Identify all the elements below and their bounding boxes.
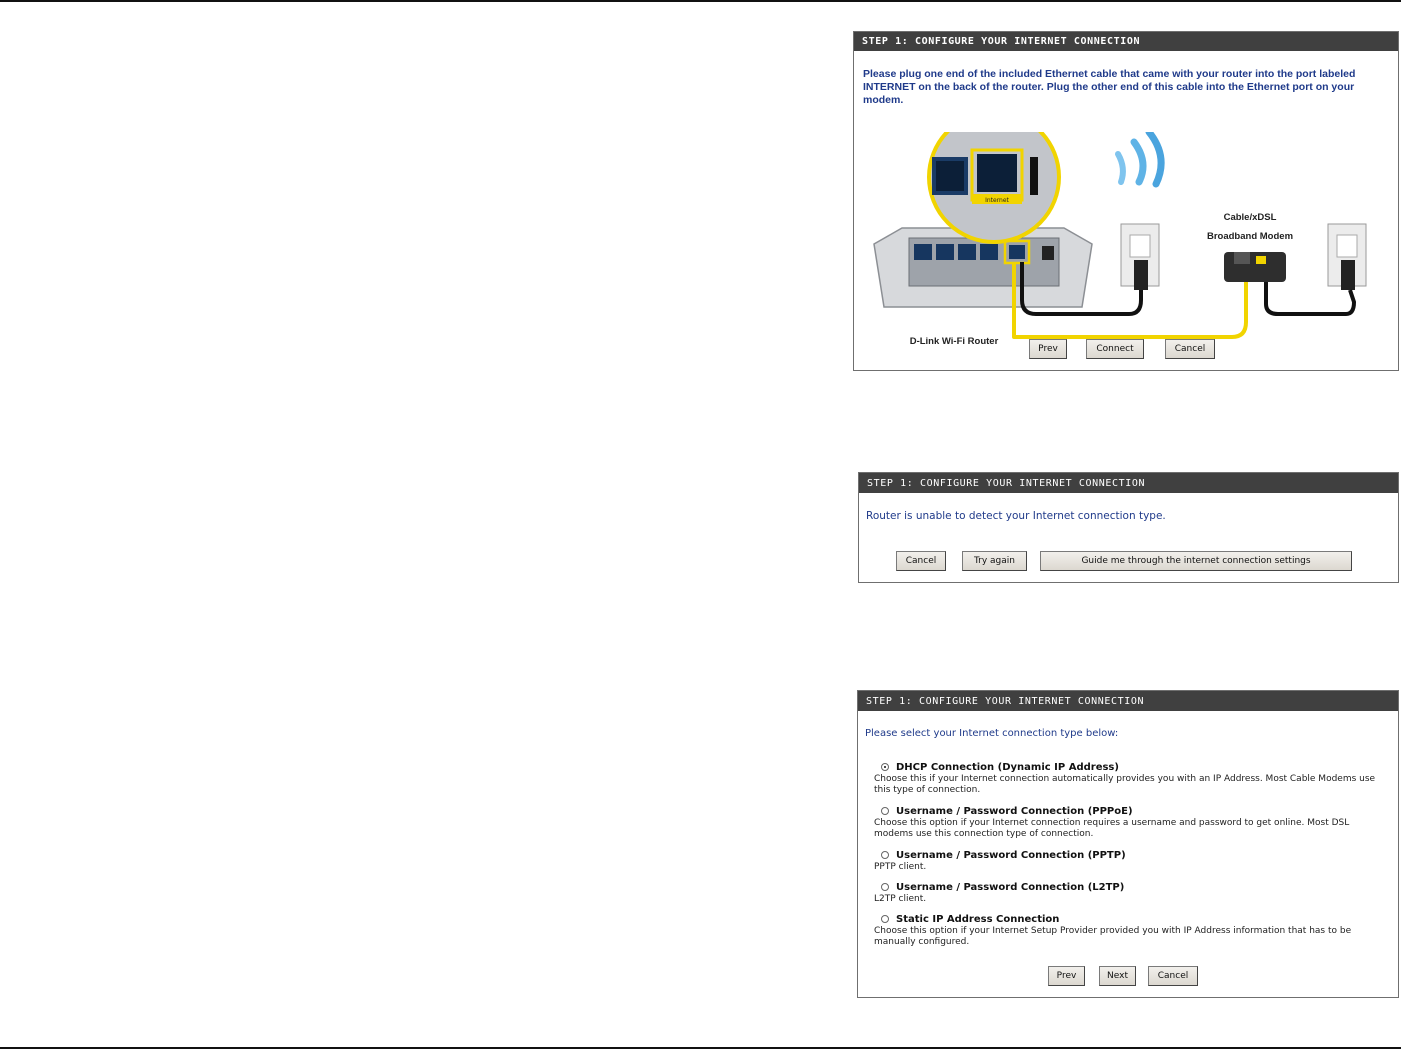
option-title: Username / Password Connection (PPTP) <box>896 849 1126 861</box>
modem-label-line2: Broadband Modem <box>1206 231 1294 242</box>
port-label: Internet <box>985 197 1009 204</box>
option-description: L2TP client. <box>874 894 927 904</box>
connect-cable-panel <box>853 31 1399 371</box>
option-dhcp <box>874 761 1389 796</box>
power-outlet-icon <box>1328 224 1366 290</box>
option-title: DHCP Connection (Dynamic IP Address) <box>896 761 1119 773</box>
modem-icon <box>1224 252 1286 282</box>
connect-button[interactable]: Connect <box>1086 339 1144 359</box>
option-title: Static IP Address Connection <box>896 913 1060 925</box>
cancel-button[interactable]: Cancel <box>896 551 946 571</box>
router-modem-diagram <box>864 132 1390 347</box>
option-l2tp <box>874 881 1389 905</box>
pppoe-radio[interactable] <box>881 807 889 815</box>
option-pptp <box>874 849 1389 873</box>
panel-header: STEP 1: CONFIGURE YOUR INTERNET CONNECTION <box>858 691 1398 711</box>
connection-type-panel <box>857 690 1399 998</box>
top-rule <box>0 0 1401 2</box>
next-button[interactable]: Next <box>1099 966 1136 986</box>
bottom-rule <box>0 1047 1401 1049</box>
detect-failed-panel <box>858 472 1399 583</box>
detect-message: Router is unable to detect your Internet connection type. <box>866 510 1166 522</box>
power-outlet-icon <box>1121 224 1159 290</box>
try-again-button[interactable]: Try again <box>962 551 1027 571</box>
prev-button[interactable]: Prev <box>1048 966 1085 986</box>
dhcp-radio[interactable] <box>881 763 889 771</box>
cancel-button[interactable]: Cancel <box>1148 966 1198 986</box>
pptp-radio[interactable] <box>881 851 889 859</box>
prev-button[interactable]: Prev <box>1029 339 1067 359</box>
modem-label-line1: Cable/xDSL <box>1223 212 1277 223</box>
l2tp-radio[interactable] <box>881 883 889 891</box>
instructions-text: Please plug one end of the included Ethernet cable that came with your router into the port labeled INTERNET on the back of the router. Plug the other end of this cable into the Ethernet port on your modem. <box>863 68 1356 106</box>
option-description: Choose this option if your Internet Setup Provider provided you with IP Address information that has to be manually configured. <box>874 926 1352 947</box>
option-description: Choose this if your Internet connection automatically provides you with an IP Address. Most Cable Modems use this type of connection. <box>874 774 1376 795</box>
guide-me-button[interactable]: Guide me through the internet connection settings <box>1040 551 1352 571</box>
static-radio[interactable] <box>881 915 889 923</box>
cancel-button[interactable]: Cancel <box>1165 339 1215 359</box>
option-title: Username / Password Connection (L2TP) <box>896 881 1125 893</box>
option-description: PPTP client. <box>874 862 927 872</box>
wifi-signal-icon <box>1118 132 1161 184</box>
router-label: D-Link Wi-Fi Router <box>909 336 999 347</box>
select-prompt: Please select your Internet connection type below: <box>865 728 1119 739</box>
panel-header: STEP 1: CONFIGURE YOUR INTERNET CONNECTION <box>859 473 1398 493</box>
internet-port-zoom <box>929 132 1059 242</box>
option-description: Choose this option if your Internet connection requires a username and password to get online. Most DSL modems use this connection type of connection. <box>874 818 1350 839</box>
panel-header: STEP 1: CONFIGURE YOUR INTERNET CONNECTION <box>854 32 1398 51</box>
option-static <box>874 913 1389 948</box>
option-title: Username / Password Connection (PPPoE) <box>896 805 1133 817</box>
option-pppoe <box>874 805 1389 840</box>
